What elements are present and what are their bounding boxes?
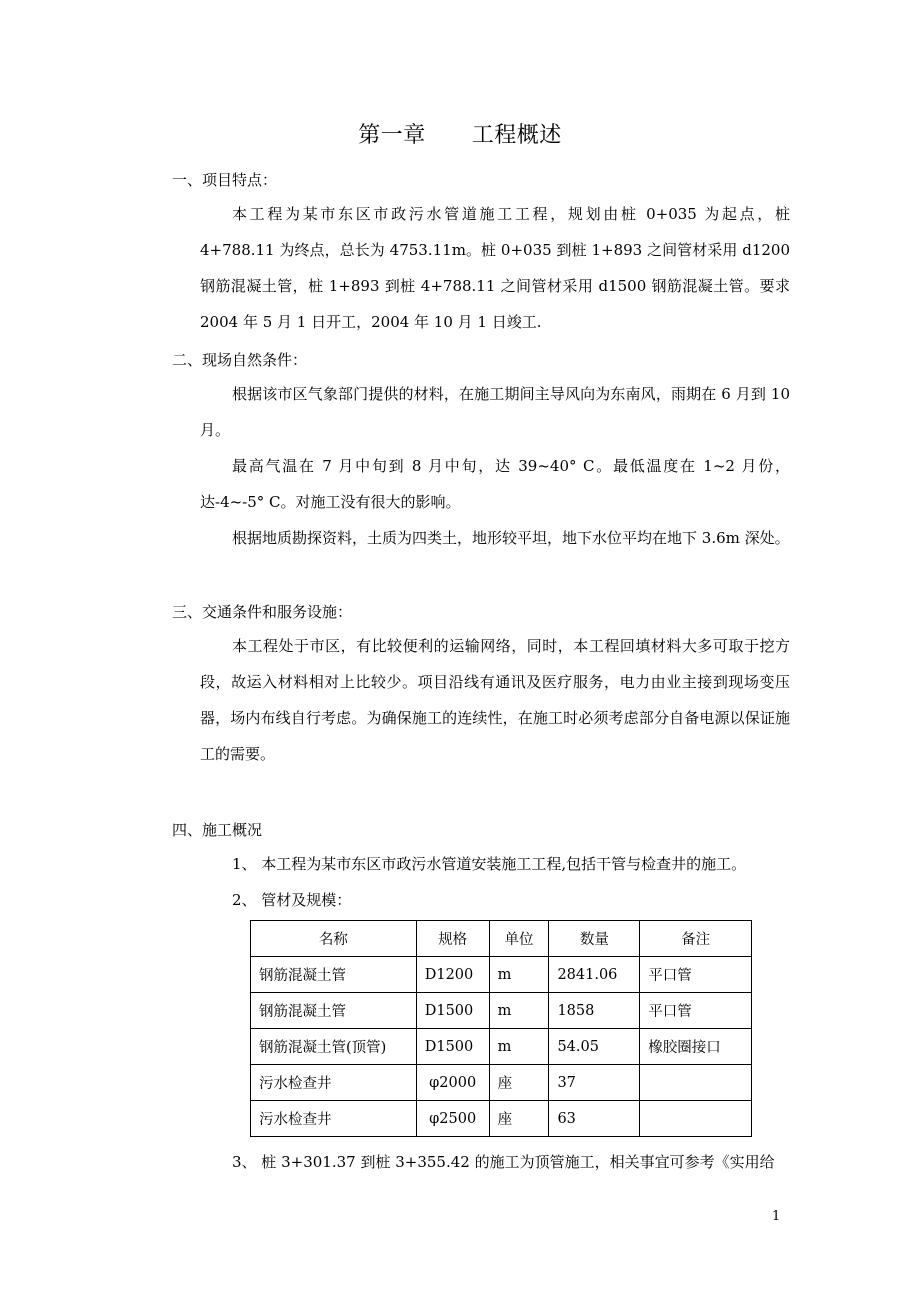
table-header-cell: 备注 [640, 921, 752, 957]
table-header-row [251, 921, 752, 957]
table-cell: 钢筋混凝土管(顶管) [251, 1029, 417, 1065]
table-cell: D1500 [416, 1029, 489, 1065]
table-cell: φ2500 [416, 1101, 489, 1137]
table-cell: 污水检查井 [251, 1065, 417, 1101]
section-heading-construction-overview: 四、施工概况 [172, 821, 263, 839]
table-row [251, 1029, 752, 1065]
table-cell: 平口管 [640, 993, 752, 1029]
table-cell: m [489, 1029, 549, 1065]
section-heading-natural-conditions: 二、现场自然条件： [172, 351, 308, 369]
table-cell: 钢筋混凝土管 [251, 957, 417, 993]
table-cell: 37 [549, 1065, 640, 1101]
table-cell [640, 1101, 752, 1137]
table-row [251, 993, 752, 1029]
paragraph-project-features: 本工程为某市东区市政污水管道施工工程，规划由桩 0+035 为起点，桩 4+788.11 为终点，总长为 4753.11m。桩 0+035 到桩 1+893 之间管材采用 d1200 钢筋混凝土管，桩 1+893 到桩 4+788.11 之间管材采用 d1500 钢筋混凝土管。要求 2004 年 5 月 1 日开工，2004 年 10 月 1 日竣工. [200, 205, 790, 331]
table-cell: 钢筋混凝土管 [251, 993, 417, 1029]
table-header-cell: 单位 [489, 921, 549, 957]
overview-item-2: 2、 管材及规模： [232, 891, 352, 909]
table-cell [640, 1065, 752, 1101]
table-cell: 平口管 [640, 957, 752, 993]
table-cell: m [489, 957, 549, 993]
table-header-cell: 规格 [416, 921, 489, 957]
table-cell: 座 [489, 1101, 549, 1137]
paragraph-temperature: 最高气温在 7 月中旬到 8 月中旬，达 39~40° C。最低温度在 1~2 月份，达-4~-5° C。对施工没有很大的影响。 [200, 457, 790, 511]
table-header-cell: 数量 [549, 921, 640, 957]
section-heading-project-features: 一、项目特点： [172, 171, 278, 189]
paragraph-traffic-services: 本工程处于市区，有比较便利的运输网络，同时，本工程回填材料大多可取于挖方段，故运入材料相对上比较少。项目沿线有通讯及医疗服务，电力由业主接到现场变压器，场内布线自行考虑。为确保施工的连续性，在施工时必须考虑部分自备电源以保证施工的需要。 [200, 637, 790, 763]
table-cell: 54.05 [549, 1029, 640, 1065]
page-number: 1 [772, 1209, 781, 1224]
table-cell: 1858 [549, 993, 640, 1029]
table-header-cell: 名称 [251, 921, 417, 957]
table-cell: 63 [549, 1101, 640, 1137]
table-cell: 污水检查井 [251, 1101, 417, 1137]
table-row [251, 1065, 752, 1101]
table-cell: 座 [489, 1065, 549, 1101]
section-heading-traffic-services: 三、交通条件和服务设施： [172, 603, 353, 621]
table-row [251, 1101, 752, 1137]
table-cell: D1500 [416, 993, 489, 1029]
pipe-materials-table [250, 920, 752, 1137]
table-cell: m [489, 993, 549, 1029]
overview-item-1: 1、 本工程为某市东区市政污水管道安装施工工程,包括干管与检查井的施工。 [232, 855, 747, 873]
table-cell: D1200 [416, 957, 489, 993]
table-row [251, 957, 752, 993]
overview-item-3: 3、 桩 3+301.37 到桩 3+355.42 的施工为顶管施工，相关事宜可参考《实用给 [232, 1153, 775, 1171]
chapter-name: 工程概述 [471, 123, 562, 148]
table-cell: φ2000 [416, 1065, 489, 1101]
paragraph-geology: 根据地质勘探资料，土质为四类土，地形较平坦，地下水位平均在地下 3.6m 深处。 [232, 529, 790, 547]
table-cell: 2841.06 [549, 957, 640, 993]
paragraph-weather: 根据该市区气象部门提供的材料，在施工期间主导风向为东南风，雨期在 6 月到 10 月。 [200, 385, 790, 439]
table-cell: 橡胶圈接口 [640, 1029, 752, 1065]
chapter-title [0, 120, 920, 152]
chapter-number: 第一章 [358, 123, 426, 148]
